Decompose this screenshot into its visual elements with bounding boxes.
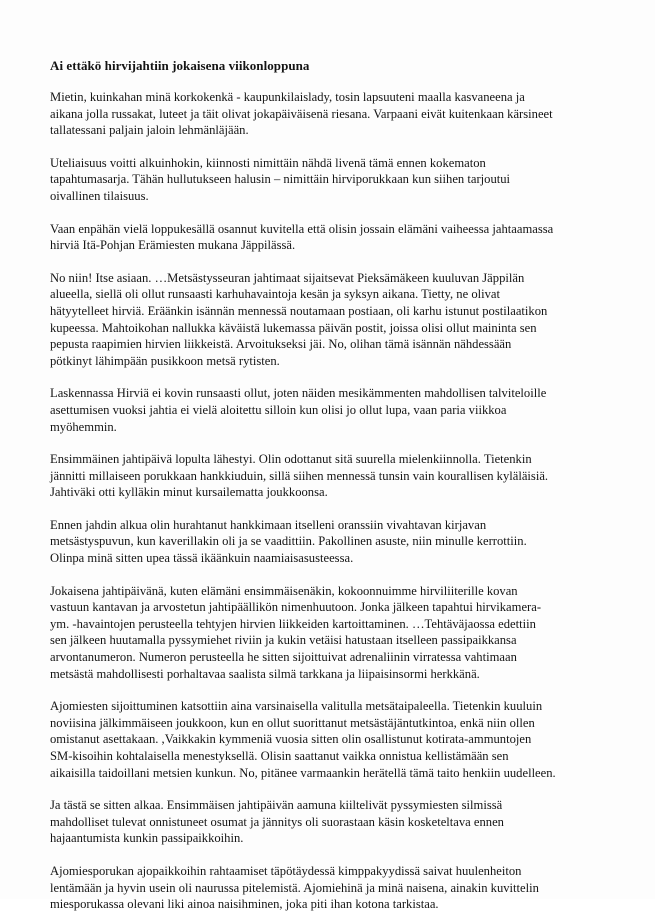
paragraph-3: Vaan enpähän vielä loppukesällä osannut kuvitella että olisin jossain elämäni vaiheessa jahtaamassa hirviä Itä-Pohjan Erämiesten mukana Jäppilässä. [50,221,554,253]
paragraph-2: Uteliaisuus voitti alkuinhokin, kiinnosti nimittäin nähdä livenä tämä ennen kokematon tapahtumasarja. Tähän hullutukseen halusin – nimittäin hirviporukkaan kun siihen tarjoutui oivallinen tilaisuus. [50,155,511,203]
paragraph-8: Jokaisena jahtipäivänä, kuten elämäni ensimmäisenäkin, kokoonnuimme hirviliiterille kovan vastuun kantavan ja arvostetun jahtipäällikön nimenhuutoon. Jonka jälkeen tapahtui hirvikamera- ym. -havaintojen perusteella tehtyjen hirvien liikkeiden kartoittaminen. …Tehtäväjaossa edettiin sen jälkeen huutamalla pyssymiehet riviin ja kukin vetäisi hatustaan itselleen passipaikkansa arvontanumeron. Numeron perusteella he sitten sijoittuivat adrenaliinin virratessa vahtimaan metsästä mahdollisesti porhaltavaa saalista silmä tarkkana ja liipaisinsormi herkkänä. [50,583,542,681]
paragraph-6: Ensimmäinen jahtipäivä lopulta lähestyi. Olin odottanut sitä suurella mielenkiinnolla. Tietenkin jännitti millaiseen porukkaan hankkiuduin, sillä siihen mennessä tunsin vain kourallisen kyläläisiä. Jahtiväki otti kylläkin minut kursailematta joukkoonsa. [50,452,549,500]
paragraph-10: Ja tästä se sitten alkaa. Ensimmäisen jahtipäivän aamuna kiiltelivät pyssymiesten silmissä mahdolliset tulevat onnistuneet osumat ja jännitys oli suorastaan käsin kosketeltava ennen hajaantumista kunkin passipaikkoihin. [50,798,504,846]
document-body [50,58,610,913]
paragraph-11: Ajomiesporukan ajopaikkoihin rahtaamiset täpötäydessä kimppakyydissä saivat huulenheiton lentämään ja hyvin usein oli naurussa pitelemistä. Ajomiehinä ja minä naisena, ainakin kuvittelin miesporukassa olevani liki ainoa naisihminen, joka piti ihan kotona tarkistaa. [50,863,539,912]
paragraph-4: No niin! Itse asiaan. …Metsästysseuran jahtimaat sijaitsevat Pieksämäkeen kuuluvan Jäppilän alueella, siellä oli ollut runsaasti karhuhavaintoja kesän ja syksyn aikana. Tietty, ne olivat hätyytelleet hirviä. Eräänkin isännän mennessä noutamaan postiaan, oli karhu istunut postilaatikon kupeessa. Mahtoikohan nallukka käväistä lukemassa päivän postit, joissa olisi ollut maininta sen pepusta raapimien hirvien liikkeistä. Arvoitukseksi jäi. No, olihan tämä isännän nähdessään pötkinyt lähimpään pusikkoon metsä rytisten. [50,270,548,368]
paragraph-7: Ennen jahdin alkua olin hurahtanut hankkimaan itselleni oranssiin vivahtavan kirjavan metsästyspuvun, kun kaverillakin oli ja se vaadittiin. Pakollinen asuste, niin minulle kerrottiin. Olinpa minä sitten upea tässä ikäänkuin naamiaisasusteessa. [50,517,527,566]
paragraph-9: Ajomiesten sijoittuminen katsottiin aina varsinaisella valitulla metsätaipaleella. Tietenkin kuuluin noviisina jälkimmäiseen joukkoon, kun en ollut suorittanut metsästäjäntutkintoa, enkä niin ollen omistanut asettakaan. ,Vaikkakin kymmeniä vuosia sitten olin osallistunut kotirata-ammuntojen SM-kisoihin kohtalaisella menestyksellä. Olisin saattanut vaikka onnistua kellistämään sen aikaisilla taidoillani metsien kunkun. No, pitänee varmaankin herätellä tämä taito henkiin uudelleen. [50,699,556,780]
paragraph-1: Mietin, kuinkahan minä korkokenkä - kaupunkilaislady, tosin lapsuuteni maalla kasvaneena ja aikana jolla russakat, luteet ja täit olivat jokapäiväisenä riesana. Varpaani eivät kuitenkaan kärsineet tallatessani paljain jaloin lehmänläjään. [50,90,553,138]
document-title: Ai ettäkö hirvijahtiin jokaisena viikonloppuna [50,58,310,73]
paragraph-5: Laskennassa Hirviä ei kovin runsaasti ollut, joten näiden mesikämmenten mahdollisen talviteloille asettumisen vuoksi jahtia ei vielä aloitettu silloin kun olisi jo ollut lupa, vaan paria viikkoa myöhemmin. [50,386,547,434]
